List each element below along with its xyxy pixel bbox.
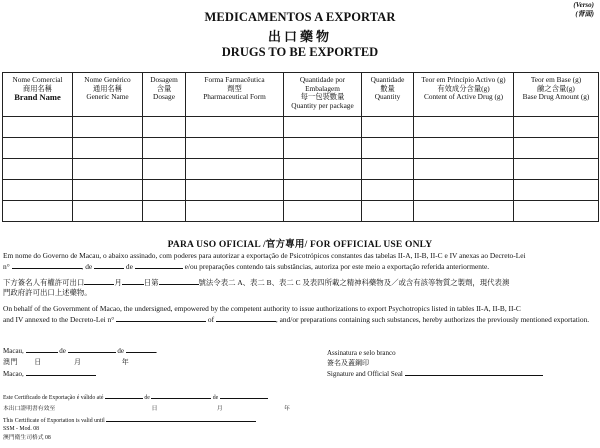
table-cell[interactable] (514, 138, 599, 159)
col-pharmaceutical-form: Forma Farmacêutica 劑型 Pharmaceutical Form (186, 73, 284, 117)
table-cell[interactable] (362, 138, 414, 159)
table-cell[interactable] (514, 201, 599, 222)
date-day-field[interactable] (26, 345, 58, 353)
table-cell[interactable] (186, 138, 284, 159)
table-cell[interactable] (414, 201, 514, 222)
verso-label: (Verso) (背面) (573, 1, 594, 18)
cn-month-field[interactable] (122, 277, 144, 285)
col-dosage: Dosagem 含量 Dosage (143, 73, 186, 117)
validity-day-field[interactable] (105, 391, 143, 399)
table-cell[interactable] (514, 180, 599, 201)
official-use-heading: PARA USO OFICIAL /官方專用/ FOR OFFICIAL USE ONLY (167, 240, 433, 250)
authorization-text-cn: 下方簽名人有權許可出口 月 日第 號法令表二 A、表二 B、表二 C 及表四所載之精神科藥物及／或含有該等物質之製劑，現代表澳 門政府許可出口上述藥物。 (3, 278, 510, 297)
table-cell[interactable] (284, 159, 362, 180)
table-cell[interactable] (414, 180, 514, 201)
cn-decree-field[interactable] (159, 277, 199, 285)
table-row (3, 180, 599, 201)
col-generic-name: Nome Genérico 通用名稱 Generic Name (73, 73, 143, 117)
validity-block: Este Certificado de Exportação é válido até de de 本出口證明書有效至 日 月 年 This Certificate of Exportation is valid until (3, 391, 290, 427)
table-cell[interactable] (3, 201, 73, 222)
table-cell[interactable] (186, 159, 284, 180)
table-cell[interactable] (73, 138, 143, 159)
table-cell[interactable] (362, 117, 414, 138)
en-decree-date-field[interactable] (216, 314, 276, 322)
table-cell[interactable] (3, 180, 73, 201)
table-cell[interactable] (3, 117, 73, 138)
date-year-field[interactable] (126, 345, 156, 353)
date-month-field[interactable] (68, 345, 116, 353)
table-row (3, 138, 599, 159)
table-cell[interactable] (414, 117, 514, 138)
date-block: Macau, de de . 澳門 日 月 年 Macao, (3, 347, 158, 378)
cn-year-field[interactable] (84, 277, 114, 285)
table-cell[interactable] (143, 201, 186, 222)
title-english: DRUGS TO BE EXPORTED (221, 45, 379, 59)
table-cell[interactable] (362, 180, 414, 201)
table-cell[interactable] (284, 138, 362, 159)
table-cell[interactable] (514, 117, 599, 138)
drugs-table (2, 72, 599, 222)
table-cell[interactable] (186, 180, 284, 201)
signature-block: Assinatura e selo branco 簽名及蓋鋼印 Signature and Official Seal (327, 348, 543, 379)
table-cell[interactable] (284, 117, 362, 138)
validity-year-field[interactable] (220, 391, 268, 399)
col-base-drug-amount: Teor em Base (g) 鹼之含量(g) Base Drug Amount (g) (514, 73, 599, 117)
decree-number-field[interactable] (12, 261, 82, 269)
table-cell[interactable] (143, 117, 186, 138)
macao-date-field[interactable] (26, 368, 96, 376)
table-cell[interactable] (73, 117, 143, 138)
validity-en-field[interactable] (106, 414, 256, 422)
decree-month-field[interactable] (135, 261, 183, 269)
table-header-row (3, 73, 599, 117)
table-cell[interactable] (414, 159, 514, 180)
table-cell[interactable] (284, 180, 362, 201)
table-cell[interactable] (362, 159, 414, 180)
col-brand-name: Nome Comercial 商用名稱 Brand Name (3, 73, 73, 117)
col-quantity-per-package: Quantidade por Embalagem 每一包裝數量 Quantity per package (284, 73, 362, 117)
title-chinese: 出口藥物 (267, 29, 332, 44)
title-portuguese: MEDICAMENTOS A EXPORTAR (204, 10, 396, 24)
table-cell[interactable] (414, 138, 514, 159)
table-row (3, 201, 599, 222)
table-cell[interactable] (3, 159, 73, 180)
authorization-text-pt: Em nome do Governo de Macau, o abaixo assinado, com poderes para autorizar a exportação de Psicotrópicos constantes das tabelas II-A, II-B, II-C e IV anexas ao Decreto-Lei n° , de de e/ou preparações contendo tais substâncias, autoriza por este meio a exportação referida anteriormente. (3, 251, 526, 271)
authorization-text-en: On behalf of the Government of Macao, the undersigned, empowered by the competent authority to issue authorizations to export Psychotropics listed in tables II-A, II-B, II-C and IV annexed to the Decreto-Lei n° of , and/or preparations containing such substances, hereby authorizes the previously mentioned exportation. (3, 304, 590, 324)
table-cell[interactable] (186, 117, 284, 138)
table-cell[interactable] (143, 138, 186, 159)
table-row (3, 159, 599, 180)
table-cell[interactable] (514, 159, 599, 180)
decree-day-field[interactable] (94, 261, 124, 269)
table-cell[interactable] (3, 138, 73, 159)
col-quantity: Quantidade 數量 Quantity (362, 73, 414, 117)
table-cell[interactable] (73, 201, 143, 222)
table-cell[interactable] (284, 201, 362, 222)
table-row (3, 117, 599, 138)
col-active-drug-content: Teor em Princípio Activo (g) 有效成分含量(g) Content of Active Drug (g) (414, 73, 514, 117)
validity-month-field[interactable] (151, 391, 211, 399)
table-cell[interactable] (186, 201, 284, 222)
signature-field[interactable] (405, 368, 543, 376)
en-decree-number-field[interactable] (116, 314, 206, 322)
table-cell[interactable] (73, 180, 143, 201)
table-cell[interactable] (73, 159, 143, 180)
table-cell[interactable] (143, 159, 186, 180)
table-cell[interactable] (362, 201, 414, 222)
form-code: SSM - Mod. 08 澳門衛生司格式 08 (3, 426, 51, 441)
table-cell[interactable] (143, 180, 186, 201)
